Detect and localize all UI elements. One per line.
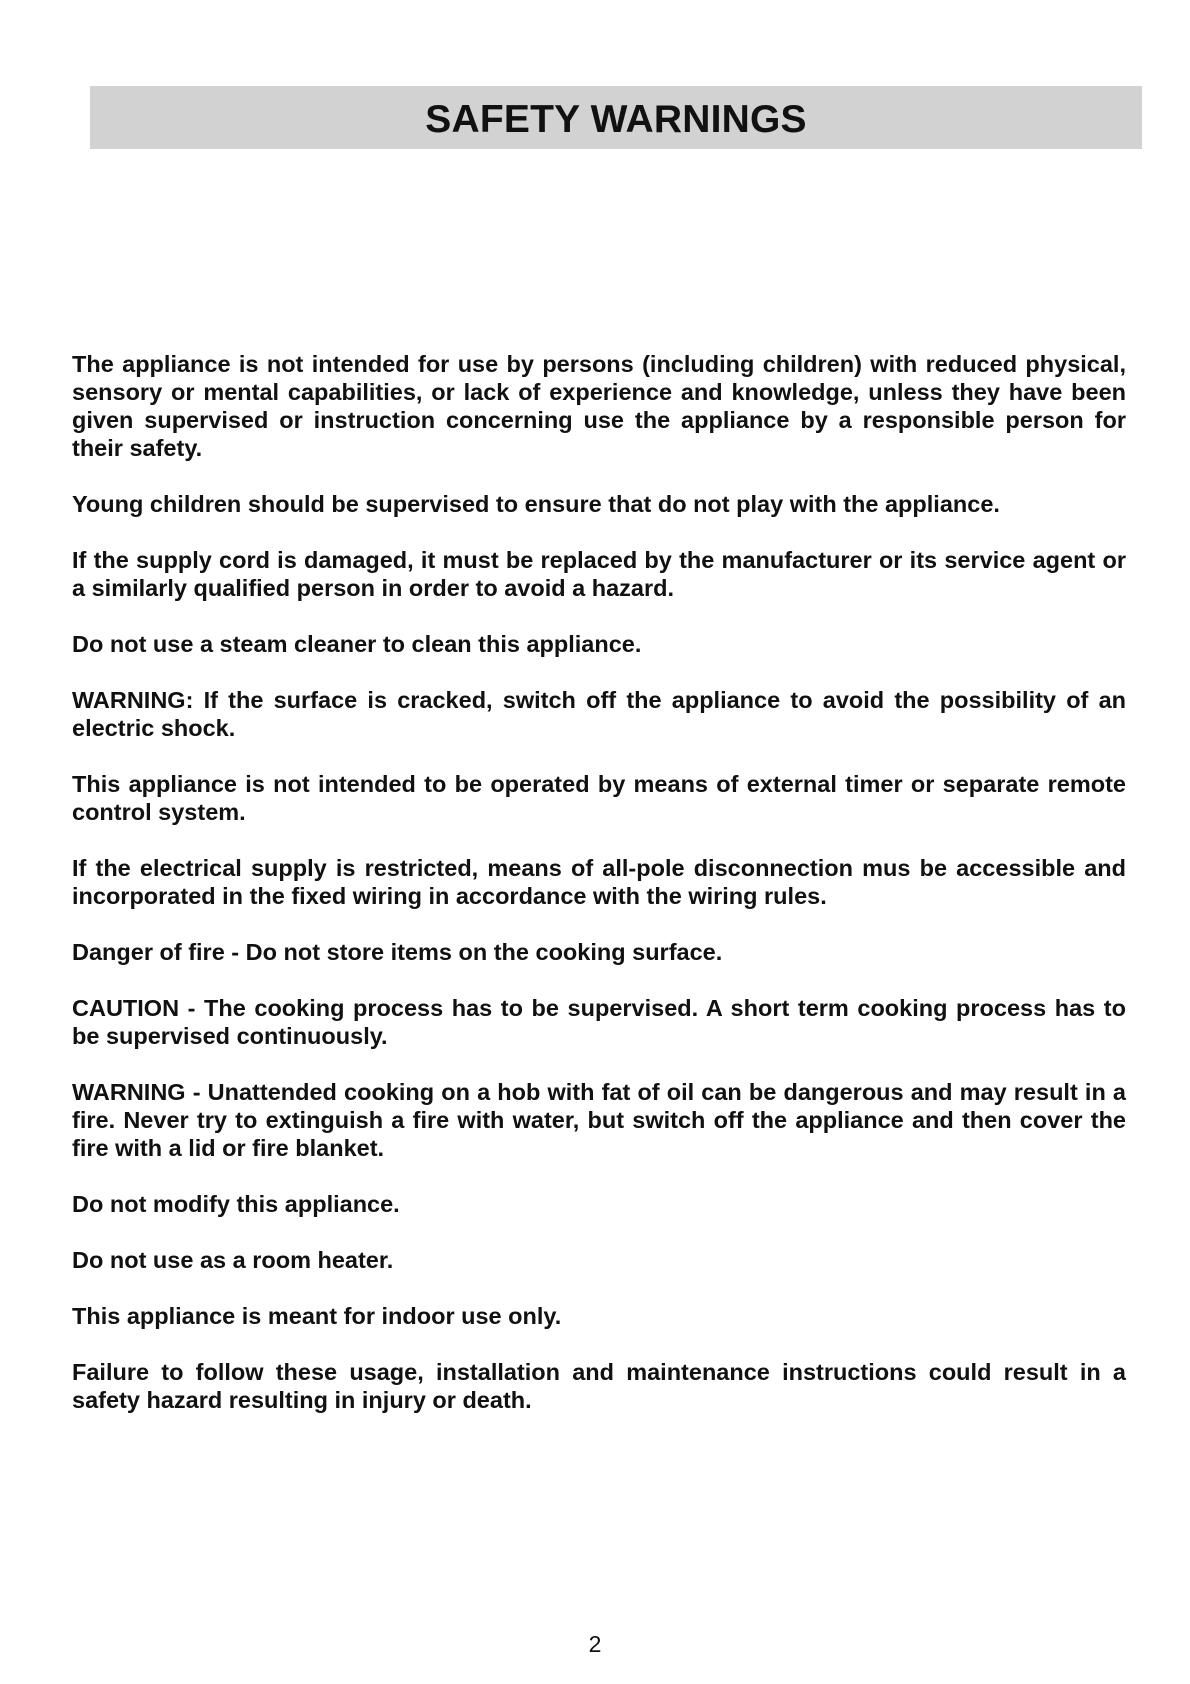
paragraph-steam-cleaner: Do not use a steam cleaner to clean this appliance. [72,631,642,657]
paragraph-danger-of-fire: Danger of fire - Do not store items on the cooking surface. [72,939,723,965]
paragraph-room-heater: Do not use as a room heater. [72,1247,394,1273]
page-number: 2 [588,1631,602,1657]
paragraph-all-pole-disconnection: If the electrical supply is restricted, means of all-pole disconnection mus be accessible and incorporated in the fixed wiring in accordance with the wiring rules. [72,855,1126,909]
title-bar [90,86,1142,149]
paragraph-unattended-cooking-warning: WARNING - Unattended cooking on a hob with fat of oil can be dangerous and may result in a fire. Never try to extinguish a fire with water, but switch off the appliance and then cover the fire with a lid or fire blanket. [72,1079,1126,1161]
paragraph-caution-supervised-cooking: CAUTION - The cooking process has to be supervised. A short term cooking process has to be supervised continuously. [72,995,1126,1049]
paragraph-supervision-capabilities: The appliance is not intended for use by persons (including children) with reduced physical, sensory or mental capabilities, or lack of experience and knowledge, unless they have been given supervised or instruction concerning use the appliance by a responsible person for their safety. [72,351,1126,461]
paragraph-supply-cord: If the supply cord is damaged, it must be replaced by the manufacturer or its service agent or a similarly qualified person in order to avoid a hazard. [72,547,1126,601]
paragraph-do-not-modify: Do not modify this appliance. [72,1191,400,1217]
paragraph-indoor-use: This appliance is meant for indoor use only. [72,1303,562,1329]
safety-warnings-body [72,350,1126,1442]
paragraph-children: Young children should be supervised to ensure that do not play with the appliance. [72,491,1000,517]
paragraph-failure-to-follow: Failure to follow these usage, installation and maintenance instructions could result in a safety hazard resulting in injury or death. [72,1359,1126,1413]
paragraph-cracked-surface-warning: WARNING: If the surface is cracked, switch off the appliance to avoid the possibility of an electric shock. [72,687,1126,741]
page-title: SAFETY WARNINGS [425,97,807,141]
paragraph-external-timer: This appliance is not intended to be operated by means of external timer or separate remote control system. [72,771,1126,825]
